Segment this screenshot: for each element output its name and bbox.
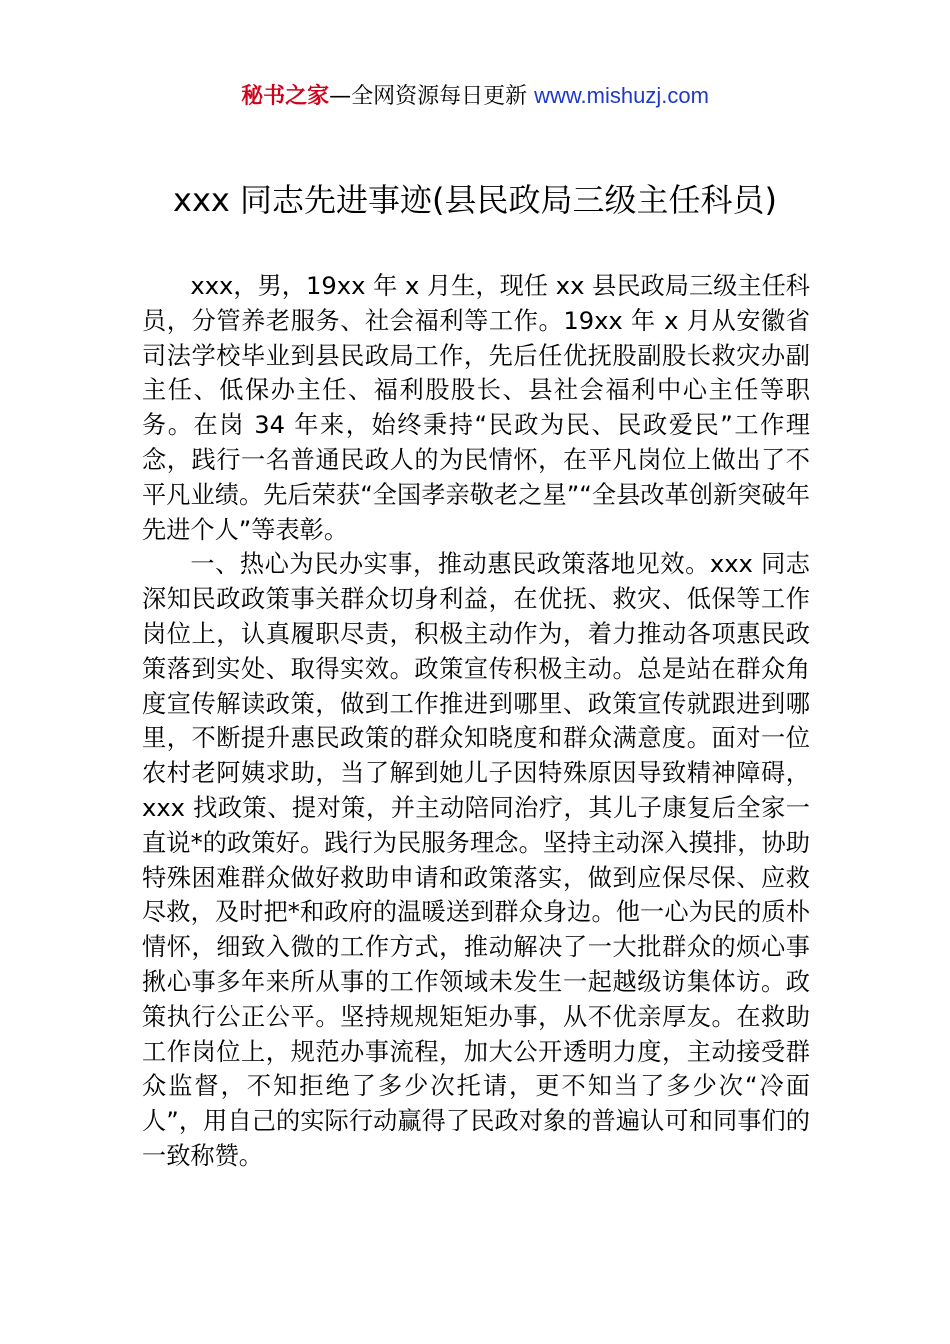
site-brand: 秘书之家 [241,84,330,109]
site-header [0,80,950,113]
paragraph-section-1: 一、热心为民办实事，推动惠民政策落地见效。xxx 同志深知民政政策事关群众切身利益，在优抚、救灾、低保等工作岗位上，认真履职尽责，积极主动作为，着力推动各项惠民政策落到实处、取得实效。政策宣传积极主动。总是站在群众角度宣传解读政策，做到工作推进到哪里、政策宣传就跟进到哪里，不断提升惠民政策的群众知晓度和群众满意度。面对一位农村老阿姨求助，当了解到她儿子因特殊原因导致精神障碍，xxx 找政策、提对策，并主动陪同治疗，其儿子康复后全家一直说*的政策好。践行为民服务理念。坚持主动深入摸排，协助特殊困难群众做好救助申请和政策落实，做到应保尽保、应救尽救，及时把*和政府的温暖送到群众身边。他一心为民的质朴情怀，细致入微的工作方式，推动解决了一大批群众的烦心事揪心事多年来所从事的工作领域未发生一起越级访集体访。政策执行公正公平。坚持规规矩矩办事，从不优亲厚友。在救助工作岗位上，规范办事流程，加大公开透明力度，主动接受群众监督，不知拒绝了多少次托请，更不知当了多少次“冷面人”，用自己的实际行动赢得了民政对象的普遍认可和同事们的一致称赞。 [142,550,810,1170]
document-body [142,269,810,1174]
site-url-link[interactable]: www.mishuzj.com [534,83,709,108]
paragraph-intro: xxx，男，19xx 年 x 月生，现任 xx 县民政局三级主任科员，分管养老服务、社会福利等工作。19xx 年 x 月从安徽省司法学校毕业到县民政局工作，先后任优抚股副股长救灾办副主任、低保办主任、福利股股长、县社会福利中心主任等职务。在岗 34 年来，始终秉持“民政为民、民政爱民”工作理念，践行一名普通民政人的为民情怀，在平凡岗位上做出了不平凡业绩。先后荣获“全国孝亲敬老之星”“全县改革创新突破年先进个人”等表彰。 [142,272,810,544]
site-tagline: —全网资源每日更新 [329,84,535,109]
document-title: xxx 同志先进事迹(县民政局三级主任科员) [173,181,777,219]
